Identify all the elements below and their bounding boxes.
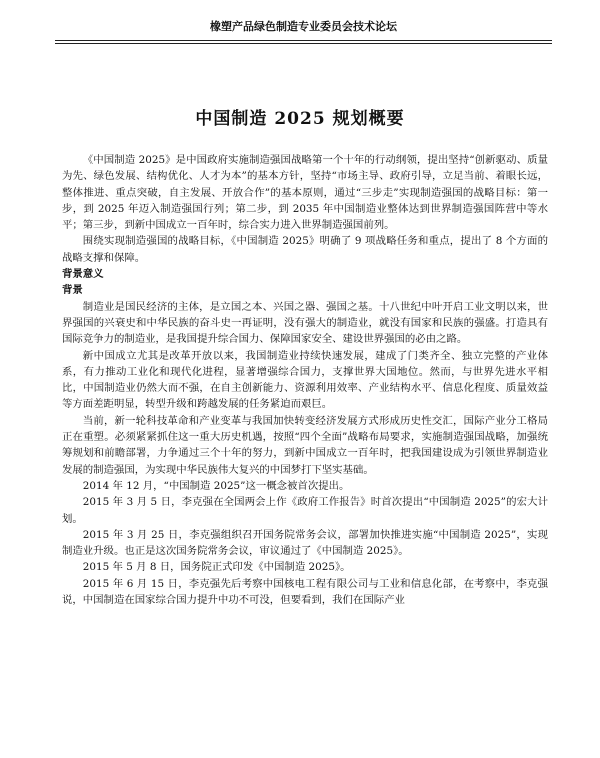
timeline-paragraph: 2015 年 5 月 8 日，国务院正式印发《中国制造 2025》。 xyxy=(82,561,351,574)
section-heading: 背景意义 xyxy=(62,268,104,281)
document-title: 中国制造 2025 规划概要 xyxy=(195,109,405,129)
timeline-paragraph: 2014 年 12 月，“中国制造 2025”这一概念被首次提出。 xyxy=(82,479,350,492)
body-paragraph: 当前，新一轮科技革命和产业变革与我国加快转变经济发展方式形成历史性交汇，国际产业分工格局正在重塑。必须紧紧抓住这一重大历史机遇，按照“四个全面”战略布局要求，实施制造强国战略，加强统筹规划和前瞻部署，力争通过三个十年的努力，到新中国成立一百年时，把我国建设成为引领世界制造业发展的制造强国，为实现中华民族伟大复兴的中国梦打下坚实基础。 xyxy=(62,414,548,476)
subsection-heading: 背景 xyxy=(62,284,83,297)
body-paragraph: 新中国成立尤其是改革开放以来，我国制造业持续快速发展，建成了门类齐全、独立完整的产业体系，有力推动工业化和现代化进程，显著增强综合国力，支撑世界大国地位。然而，与世界先进水平相比，中国制造业仍然大而不强，在自主创新能力、资源利用效率、产业结构水平、信息化程度、质量效益等方面差距明显，转型升级和跨越发展的任务紧迫而艰巨。 xyxy=(62,349,548,411)
intro-paragraph: 《中国制造 2025》是中国政府实施制造强国战略第一个十年的行动纲领，提出坚持“创新驱动、质量为先、绿色发展、结构优化、人才为本”的基本方针，坚持“市场主导、政府引导，立足当前、着眼长远，整体推进、重点突破，自主发展、开放合作”的基本原则，通过“三步走”实现制造强国的战略目标：第一步，到 2025 年迈入制造强国行列；第二步，到 2035 年中国制造业整体达到世界制造强国阵营中等水平；第三步，到新中国成立一百年时，综合实力进入世界制造强国前列。 xyxy=(62,154,548,232)
page-header: 橡塑产品绿色制造专业委员会技术论坛 xyxy=(55,14,552,41)
timeline-paragraph: 2015 年 3 月 5 日，李克强在全国两会上作《政府工作报告》时首次提出“中国制造 2025”的宏大计划。 xyxy=(62,496,548,525)
timeline-paragraph: 2015 年 3 月 25 日，李克强组织召开国务院常务会议，部署加快推进实施“中国制造 2025”，实现制造业升级。也正是这次国务院常务会议，审议通过了《中国制造 2025》。 xyxy=(62,528,548,558)
timeline-paragraph: 2015 年 6 月 15 日，李克强先后考察中国核电工程有限公司与工业和信息化部，在考察中，李克强说，中国制造在国家综合国力提升中功不可没，但要看到，我们在国际产业 xyxy=(62,577,548,607)
intro-paragraph: 围绕实现制造强国的战略目标，《中国制造 2025》明确了 9 项战略任务和重点，提出了 8 个方面的战略支撑和保障。 xyxy=(62,235,548,264)
body-paragraph: 制造业是国民经济的主体，是立国之本、兴国之器、强国之基。十八世纪中叶开启工业文明以来，世界强国的兴衰史和中华民族的奋斗史一再证明，没有强大的制造业，就没有国家和民族的强盛。打造具有国际竞争力的制造业，是我国提升综合国力、保障国家安全、建设世界强国的必由之路。 xyxy=(62,300,548,346)
document-body xyxy=(62,152,548,608)
